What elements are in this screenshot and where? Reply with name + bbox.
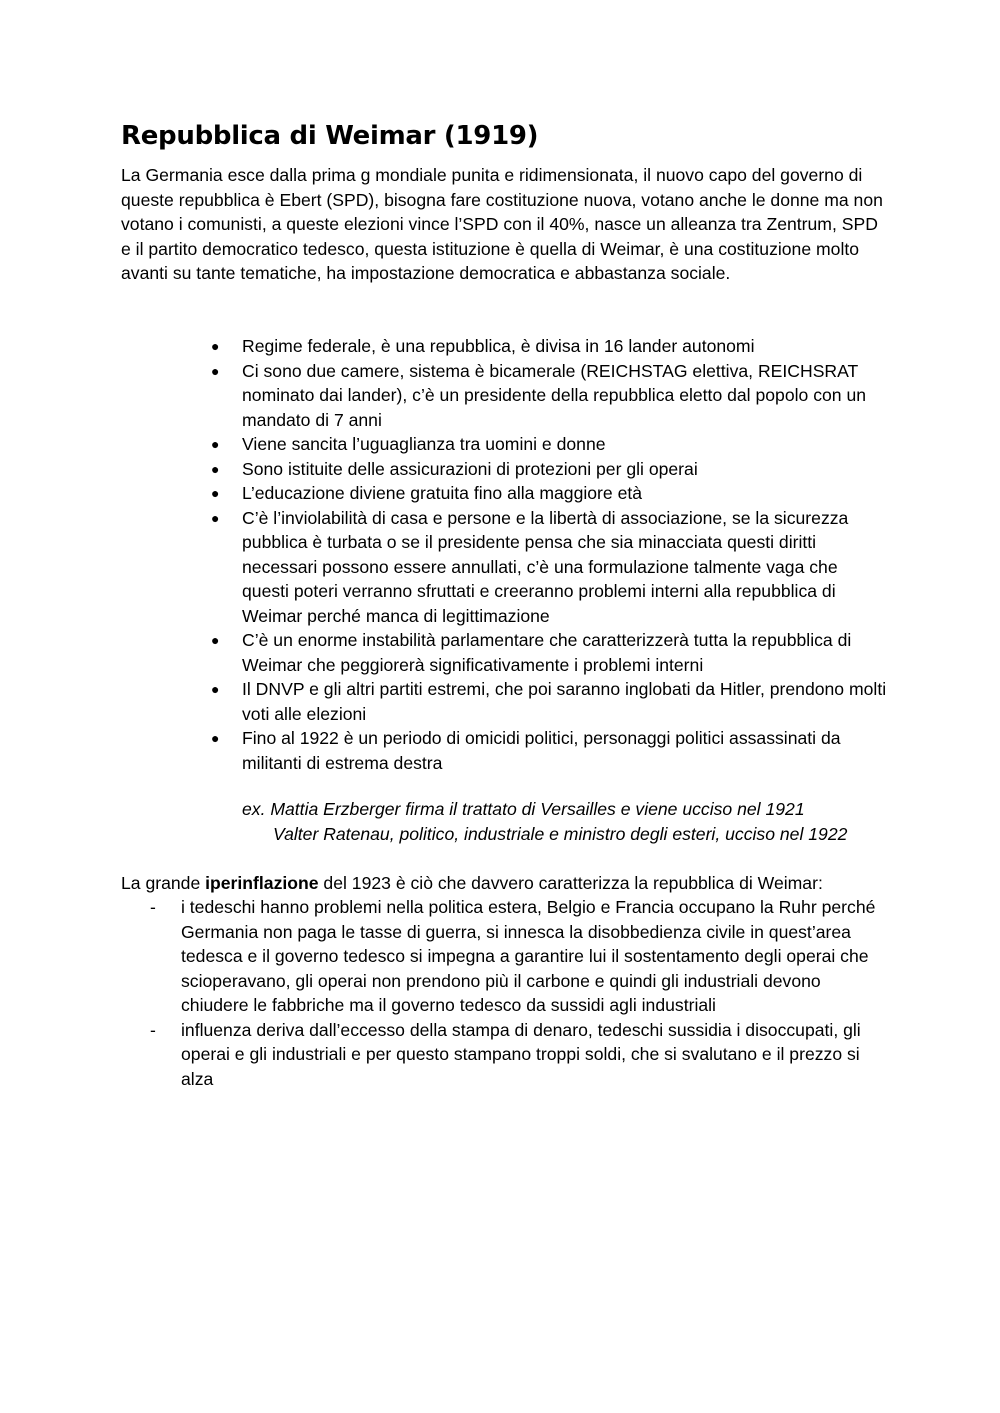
bullet-text: Viene sancita l’uguaglianza tra uomini e donne [242, 434, 606, 454]
inflation-prefix: La grande [121, 873, 206, 893]
inflation-keyword: iperinflazione [205, 873, 319, 893]
bullet-item [211, 481, 887, 506]
bullet-text: L’educazione diviene gratuita fino alla maggiore età [242, 483, 643, 503]
dash-marker: - [150, 897, 156, 917]
bullet-marker: ● [211, 681, 220, 697]
example-line-2: Valter Ratenau, politico, industriale e ministro degli esteri, ucciso nel 1922 [273, 823, 848, 844]
bullet-marker: ● [211, 338, 220, 354]
bullet-marker: ● [211, 632, 220, 648]
bullet-marker: ● [211, 509, 220, 526]
example-line-1: ex. Mattia Erzberger firma il trattato di Versailles e viene ucciso nel 1921 [242, 799, 805, 819]
bullet-text: Sono istituite delle assicurazioni di protezioni per gli operai [242, 458, 698, 479]
bullet-item [211, 359, 887, 433]
bullet-text: C’è l’inviolabilità di casa e persone e la libertà di associazione, se la sicurezza pubblica è turbata o se il presidente pensa che sia minacciata questi diritti necessari possono essere annullati, c’è una formulazione talmente vaga che questi poteri verranno sfruttati e creeranno problemi interni alla repubblica di Weimar perché manca di legittimazione [242, 507, 849, 626]
dash-item [150, 1018, 886, 1092]
bullet-item [211, 506, 887, 629]
dash-marker: - [150, 1019, 156, 1040]
bullet-marker: ● [211, 436, 220, 452]
inflation-suffix: del 1923 è ciò che davvero caratterizza la repubblica di Weimar: [318, 873, 823, 893]
bullet-text: C’è un enorme instabilità parlamentare che caratterizzerà tutta la repubblica di Weimar che peggiorerà significativamente i problemi interni [242, 630, 852, 675]
page-title: Repubblica di Weimar (1919) [121, 121, 539, 151]
bullet-item [211, 726, 887, 775]
dash-text: i tedeschi hanno problemi nella politica estera, Belgio e Francia occupano la Ruhr perché Germania non paga le tasse di guerra, si innesca la disobbedienza civile in quest’area tedesca e il governo tedesco si impegna a garantire lui il sostentamento degli operai che scioperavano, gli operai non prendono più il carbone e quindi gli industriali devono chiudere le fabbriche ma il governo tedesco da sussidi agli industriali [181, 897, 876, 1015]
inflation-dash-list [150, 895, 886, 1091]
bullet-text: Il DNVP e gli altri partiti estremi, che poi saranno inglobati da Hitler, prendono molti voti alle elezioni [242, 679, 887, 724]
bullet-item [211, 457, 887, 482]
dash-item [150, 895, 886, 1018]
bullet-marker: ● [211, 460, 220, 477]
inflation-intro-paragraph [121, 871, 891, 896]
bullet-marker: ● [211, 362, 220, 379]
constitution-bullet-list [211, 334, 887, 775]
bullet-text: Fino al 1922 è un periodo di omicidi politici, personaggi politici assassinati da militanti di estrema destra [242, 728, 841, 773]
bullet-text: Regime federale, è una repubblica, è divisa in 16 lander autonomi [242, 336, 755, 356]
bullet-item [211, 432, 887, 457]
bullet-item [211, 628, 887, 677]
bullet-item [211, 334, 887, 359]
dash-text: influenza deriva dall’eccesso della stampa di denaro, tedeschi sussidia i disoccupati, gli operai e gli industriali e per questo stampano troppi soldi, che si svalutano e il prezzo si alza [181, 1019, 861, 1089]
bullet-text: Ci sono due camere, sistema è bicamerale (REICHSTAG elettiva, REICHSRAT nominato dai lander), c’è un presidente della repubblica eletto dal popolo con un mandato di 7 anni [242, 360, 867, 430]
intro-paragraph: La Germania esce dalla prima g mondiale punita e ridimensionata, il nuovo capo del governo di queste repubblica è Ebert (SPD), bisogna fare costituzione nuova, votano anche le donne ma non votano i comunisti, a queste elezioni vince l’SPD con il 40%, nasce un alleanza tra Zentrum, SPD e il partito democratico tedesco, questa istituzione è quella di Weimar, è una costituzione molto avanti su tante tematiche, ha impostazione democratica e abbastanza sociale. [121, 165, 883, 283]
bullet-item [211, 677, 887, 726]
bullet-marker: ● [211, 730, 220, 746]
bullet-marker: ● [211, 485, 220, 501]
example-note [242, 797, 902, 846]
